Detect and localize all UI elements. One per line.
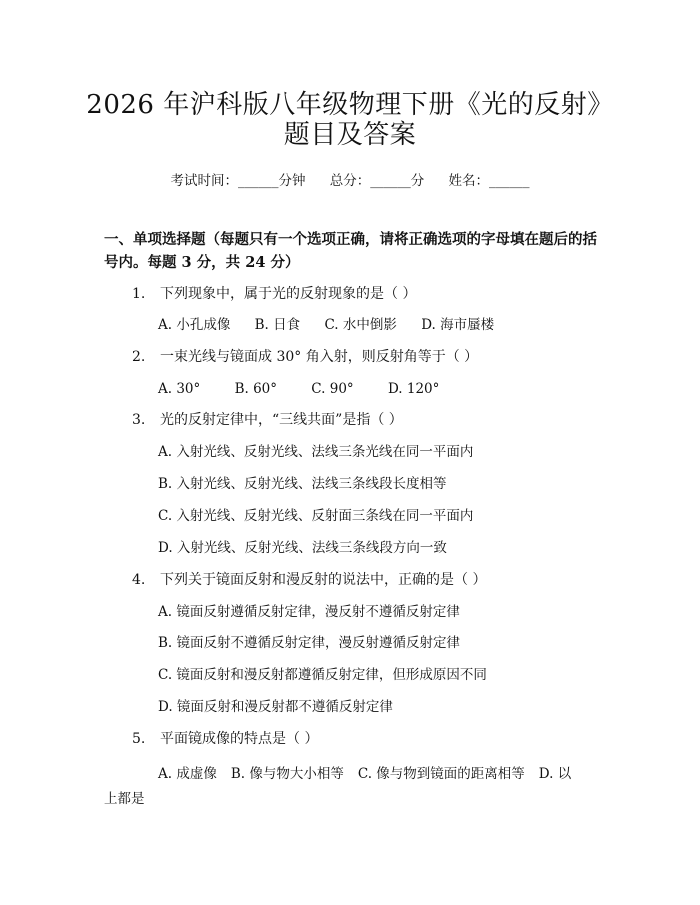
option-a: A. 30° [158,381,201,397]
option-c: C. 镜面反射和漫反射都遵循反射定律，但形成原因不同 [158,667,487,683]
page-subtitle: 题目及答案 [283,120,417,150]
question-number: 1. [132,286,146,302]
question-number: 3. [132,412,146,428]
option-b: B. 镜面反射不遵循反射定律，漫反射遵循反射定律 [158,635,461,651]
question-number: 4. [132,572,146,588]
exam-info [0,169,700,189]
option-c: C. 水中倒影 [324,317,397,333]
question-5-options [104,762,584,812]
option-a: A. 成虚像 [158,766,217,782]
option-b: B. 日食 [254,317,301,333]
option-a: A. 小孔成像 [158,317,231,333]
question-3 [132,410,403,430]
question-text: 光的反射定律中，“三线共面”是指（ ） [160,412,403,428]
option-a: A. 镜面反射遵循反射定律，漫反射不遵循反射定律 [158,604,460,620]
option-b: B. 入射光线、反射光线、法线三条线段长度相等 [158,476,447,492]
option-d: D. 镜面反射和漫反射都不遵循反射定律 [158,699,393,715]
page-title: 2026 年沪科版八年级物理下册《光的反射》 [86,90,614,120]
option-a: A. 入射光线、反射光线、法线三条光线在同一平面内 [158,444,474,460]
exam-score: 总分：______分 [329,173,425,189]
option-c: C. 90° [311,381,354,397]
option-d: D. 120° [387,381,440,397]
option-d: D. 海市蜃楼 [421,317,495,333]
question-number: 2. [132,349,146,365]
question-2-options [158,379,459,399]
question-number: 5. [132,731,146,747]
option-c: C. 像与物到镜面的距离相等 [357,766,525,782]
question-1-options [158,315,514,335]
question-1 [132,284,416,304]
option-b: B. 像与物大小相等 [230,766,344,782]
question-text: 下列关于镜面反射和漫反射的说法中，正确的是（ ） [160,572,487,588]
question-5 [132,729,318,749]
option-d: D. 入射光线、反射光线、法线三条线段方向一致 [158,540,447,556]
question-text: 一束光线与镜面成 30° 角入射，则反射角等于（ ） [160,349,479,365]
option-d: D. 以上都是 [104,766,572,807]
exam-name: 姓名：______ [448,173,530,189]
question-4 [132,570,486,590]
question-text: 下列现象中，属于光的反射现象的是（ ） [160,286,417,302]
question-text: 平面镜成像的特点是（ ） [160,731,319,747]
option-c: C. 入射光线、反射光线、反射面三条线在同一平面内 [158,508,474,524]
exam-time: 考试时间：______分钟 [170,173,306,189]
option-b: B. 60° [234,381,277,397]
section-heading: 一、单项选择题（每题只有一个选项正确，请将正确选项的字母填在题后的括号内。每题 3 分，共 24 分） [104,231,597,271]
question-2 [132,347,478,367]
